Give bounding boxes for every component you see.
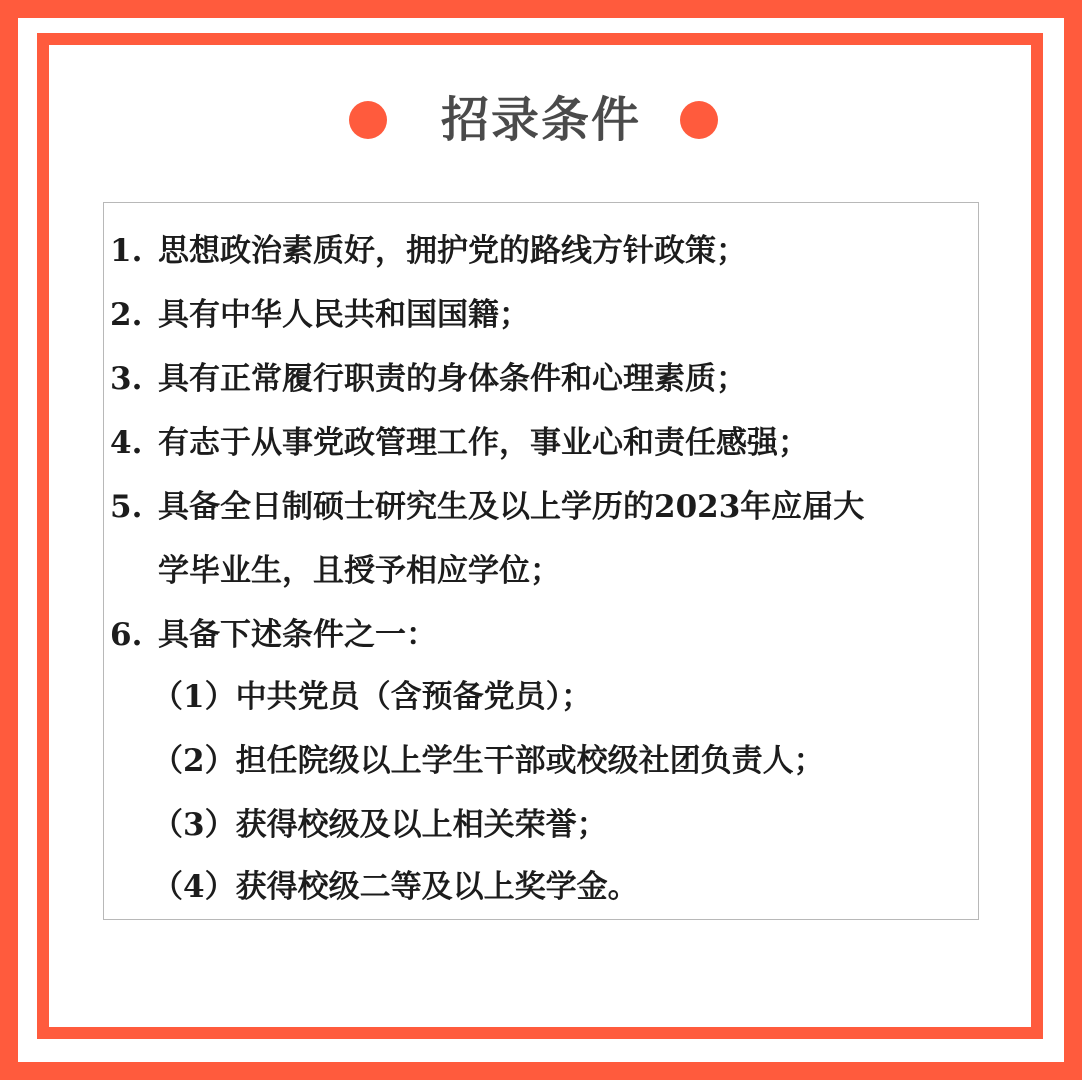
title-dot-left-icon bbox=[349, 101, 387, 139]
list-item-5 bbox=[110, 484, 864, 530]
list-item-6 bbox=[110, 612, 437, 658]
watermark bbox=[1036, 1044, 1064, 1062]
list-item-number: 4. bbox=[110, 425, 143, 461]
list-item-text: 具备下述条件之一： bbox=[158, 617, 437, 653]
list-item-number: 2. bbox=[110, 297, 143, 333]
list-item-3 bbox=[110, 356, 747, 402]
sub-item-4: （4）获得校级二等及以上奖学金。 bbox=[152, 869, 639, 905]
sub-item-2: （2）担任院级以上学生干部或校级社团负责人； bbox=[152, 743, 825, 779]
list-item-text: 具备全日制硕士研究生及以上学历的2023年应届大 bbox=[158, 489, 865, 525]
list-item-text: 具有中华人民共和国国籍； bbox=[158, 297, 530, 333]
list-item-1 bbox=[110, 228, 747, 274]
list-item-text: 具有正常履行职责的身体条件和心理素质； bbox=[158, 361, 747, 397]
list-item-text: 有志于从事党政管理工作，事业心和责任感强； bbox=[158, 425, 809, 461]
title-dot-right-icon bbox=[680, 101, 718, 139]
list-item-text: 思想政治素质好，拥护党的路线方针政策； bbox=[158, 233, 747, 269]
list-item-4 bbox=[110, 420, 809, 466]
list-item-number: 3. bbox=[110, 361, 143, 397]
list-item-number: 5. bbox=[110, 489, 143, 525]
sub-item-3: （3）获得校级及以上相关荣誉； bbox=[152, 807, 608, 843]
list-item-5-continued bbox=[110, 548, 561, 594]
page-title: 招录条件 bbox=[440, 92, 641, 148]
sub-item-1: （1）中共党员（含预备党员）； bbox=[152, 679, 593, 715]
list-item-2 bbox=[110, 292, 530, 338]
list-item-number: 6. bbox=[110, 617, 143, 653]
list-item-number: 1. bbox=[110, 233, 143, 269]
list-item-text: 学毕业生，且授予相应学位； bbox=[158, 553, 561, 589]
